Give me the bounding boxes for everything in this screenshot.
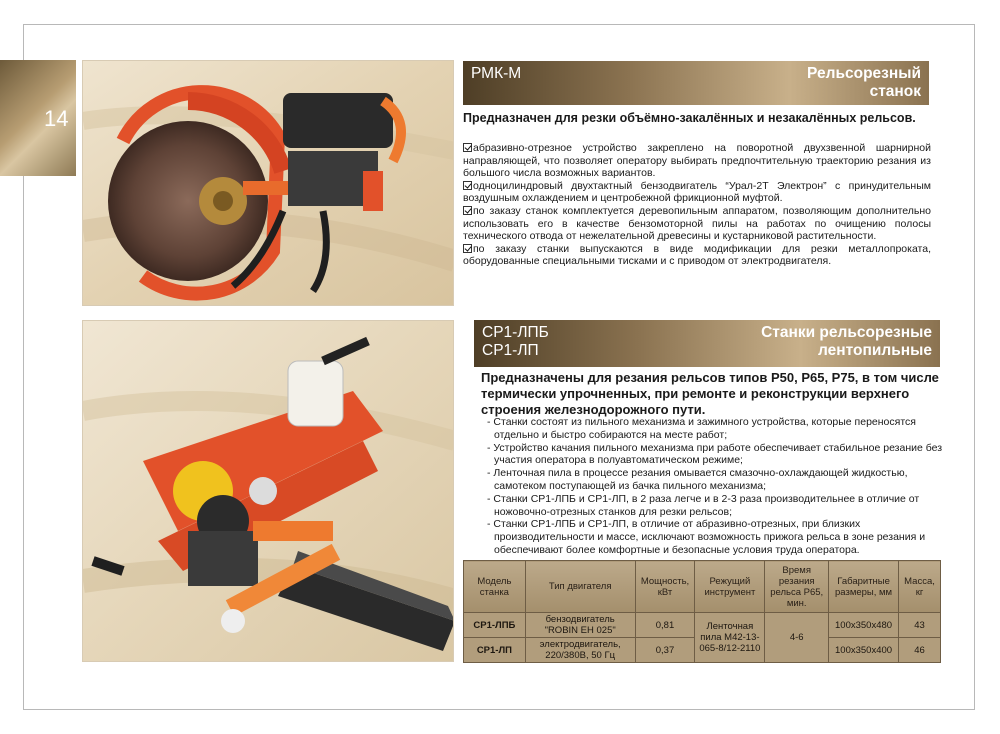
cell-time: 4-6 (765, 613, 829, 663)
checkbox-icon (463, 181, 472, 190)
rmk-m-title (807, 65, 921, 101)
header-time: Время резания рельса Р65, мин. (765, 561, 829, 613)
rmk-m-title-line2: станок (869, 83, 921, 100)
cell-mass: 46 (899, 638, 941, 663)
header-power: Мощность, кВт (635, 561, 695, 613)
page-number: 14 (44, 106, 69, 131)
cell-model: СР1-ЛП (464, 638, 526, 663)
header-dims: Габаритные размеры, мм (829, 561, 899, 613)
cell-power: 0,37 (635, 638, 695, 663)
feature-item: одноцилиндровый двухтактный бензодвигатель “Урал-2Т Электрон” с принудительным воздушным охлаждением и центробежной фрикционной муфтой. (463, 179, 931, 205)
rmk-m-photo (82, 60, 454, 306)
cell-engine: бензодвигатель "ROBIN EH 025" (525, 613, 635, 638)
header-mass: Масса, кг (899, 561, 941, 613)
sr1-title-line2: лентопильные (818, 342, 932, 359)
list-item: - Ленточная пила в процессе резания омывается смазочно-охлаждающей жидкостью, самотеком поступающей из бачка пильного механизма; (487, 467, 908, 492)
cell-tool: Ленточная пила М42-13-065-8/12-2110 (695, 613, 765, 663)
table-row (464, 613, 941, 638)
cell-power: 0,81 (635, 613, 695, 638)
table-header-row (464, 561, 941, 613)
list-item: - Устройство качания пильного механизма при работе обеспечивает стабильное резание без участия оператора в полуавтоматическом режиме; (487, 441, 943, 467)
list-item: - Станки СР1-ЛПБ и СР1-ЛП, в 2 раза легче и в 2-3 раза производительнее в отличие от ножовочно-отрезных станков для резки рельсов; (487, 492, 920, 518)
rmk-m-title-line1: Рельсорезный (807, 65, 921, 82)
checkbox-icon (463, 244, 472, 253)
sr1-title-band (474, 320, 940, 367)
sr1-title (761, 324, 932, 360)
sr1-photo (82, 320, 454, 662)
list-item: - Станки состоят из пильного механизма и зажимного устройства, которые переносятся отдельно и быстро собираются на месте работ; (487, 416, 916, 441)
feature-item: по заказу станки выпускаются в виде модификации для резки металлопроката, оборудованные специальными тисками и с приводом от электродвигателя. (463, 242, 931, 268)
header-engine: Тип двигателя (525, 561, 635, 613)
feature-item: по заказу станок комплектуется деревопильным аппаратом, позволяющим дополнительно использовать его в качестве бензомоторной пилы на работах по очищению полосы технического отвода от нежелательной древесины и кустарниковой растительности. (463, 204, 931, 243)
checkbox-icon (463, 143, 472, 152)
page-number-tab (0, 60, 76, 176)
header-model: Модель станка (464, 561, 526, 613)
list-item: - Станки СР1-ЛПБ и СР1-ЛП, в отличие от абразивно-отрезных, при близких производительности и массе, исключают возможность прижога рельса в зоне резания и обеспечивают более комфортные и безопасные условия труда оператора. (487, 518, 926, 556)
rmk-m-features (463, 142, 931, 268)
sr1-model-line2: СР1-ЛП (482, 342, 539, 359)
rmk-m-title-band (463, 61, 929, 105)
sr1-features (482, 416, 944, 557)
specs-table (463, 560, 941, 663)
cell-mass: 43 (899, 613, 941, 638)
rmk-m-model: РМК-М (471, 65, 522, 82)
cell-model: СР1-ЛПБ (464, 613, 526, 638)
cell-dims: 100х350х400 (829, 638, 899, 663)
cell-dims: 100х350х480 (829, 613, 899, 638)
abrasive-rail-cutter-photo (83, 61, 454, 306)
rmk-m-headline: Предназначен для резки объёмно-закалённых и незакалённых рельсов. (463, 111, 916, 125)
sr1-title-line1: Станки рельсорезные (761, 324, 932, 341)
checkbox-icon (463, 206, 472, 215)
sr1-models (482, 324, 549, 360)
header-tool: Режущий инструмент (695, 561, 765, 613)
cell-engine: электродвигатель, 220/380В, 50 Гц (525, 638, 635, 663)
sr1-model-line1: СР1-ЛПБ (482, 324, 549, 341)
band-saw-rail-cutter-photo (83, 321, 454, 662)
sr1-headline: Предназначены для резания рельсов типов Р50, Р65, Р75, в том числе термически упрочненных, при ремонте и реконструкции верхнего строения железнодорожного пути. (481, 370, 939, 417)
feature-item: абразивно-отрезное устройство закреплено на поворотной двухзвенной шарнирной направляющей, что позволяет оператору выбирать предпочтительную траекторию резания из большого числа возможных вариантов. (463, 142, 931, 180)
